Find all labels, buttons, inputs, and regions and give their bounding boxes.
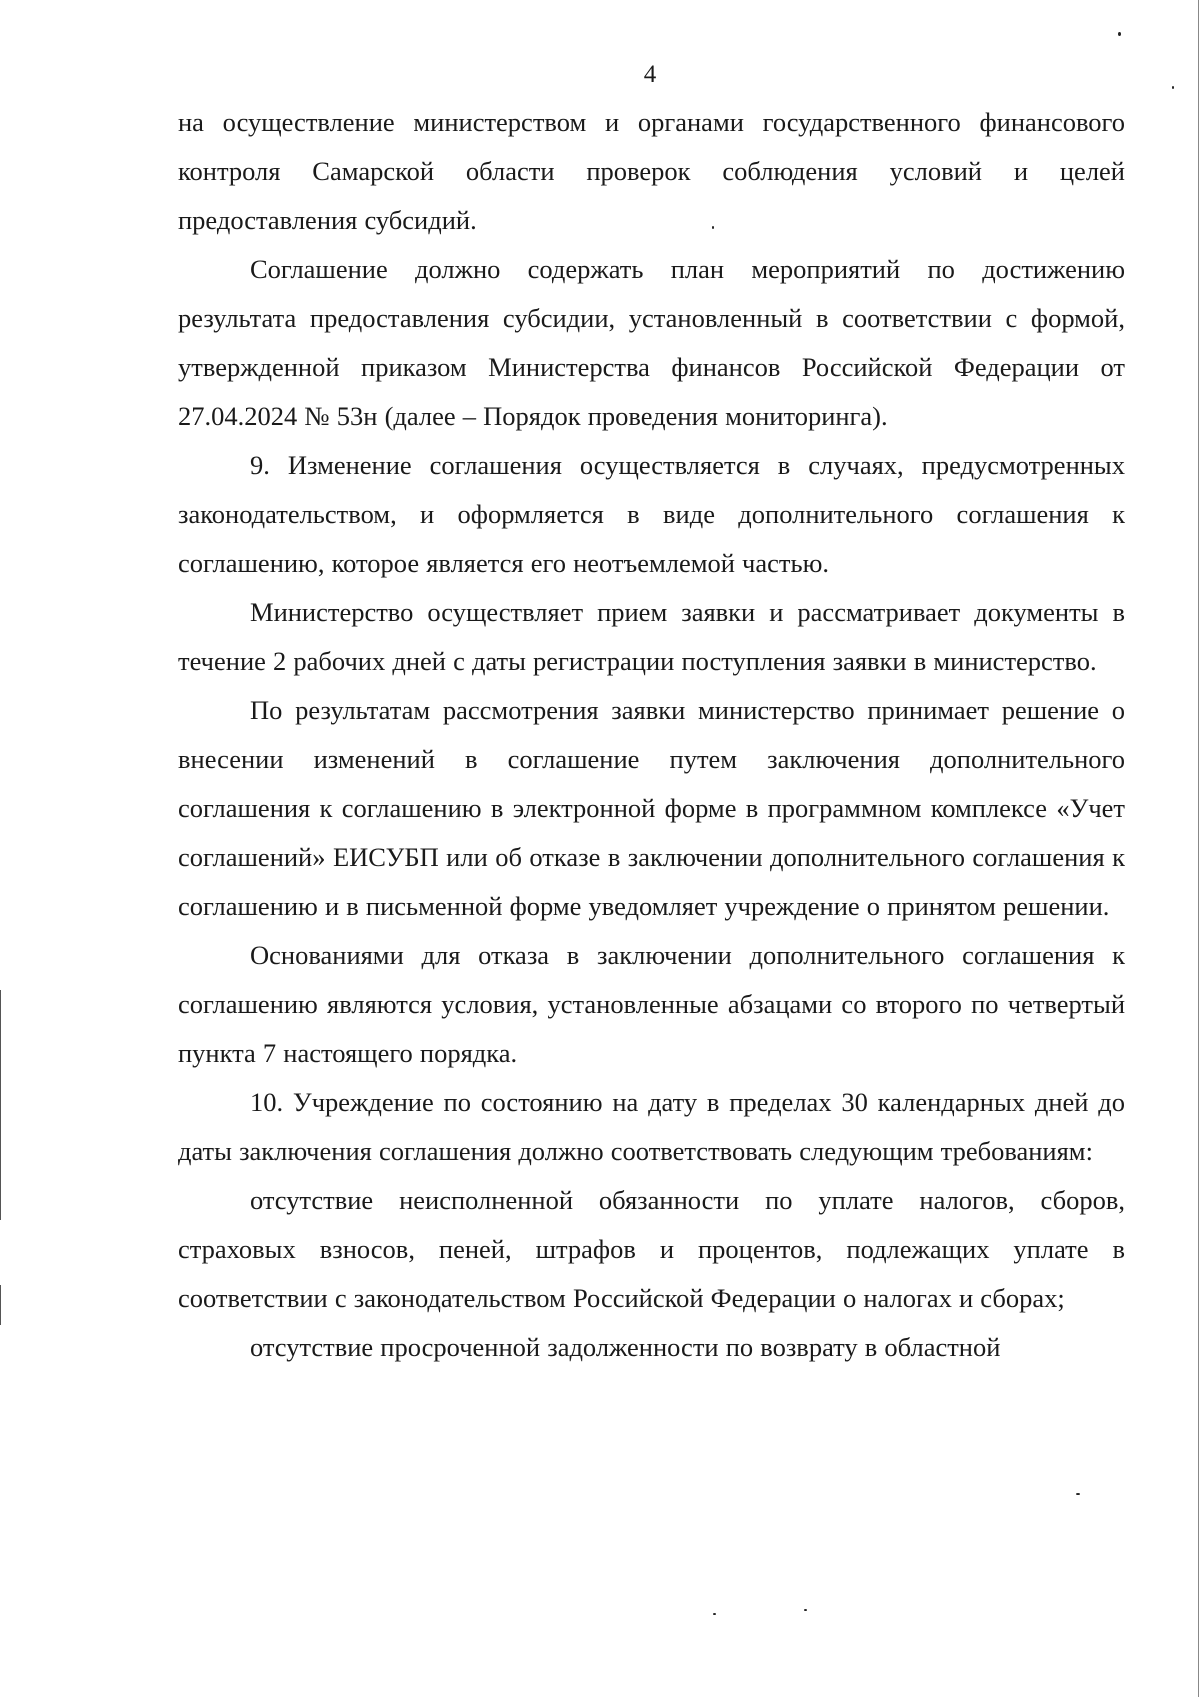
paragraph: на осуществление министерством и органами государственного финансового контроля Самарской области проверок соблюдения условий и целей предоставления субсидий. <box>178 107 1125 235</box>
page-number: 4 <box>643 61 657 88</box>
paragraph: отсутствие просроченной задолженности по возврату в областной <box>250 1332 1001 1362</box>
scan-speck <box>712 226 714 229</box>
scan-speck <box>1172 86 1174 89</box>
scan-speck <box>713 1613 716 1615</box>
document-body <box>178 98 1125 1372</box>
scan-edge-mark <box>1198 0 1199 1697</box>
scan-speck <box>1118 32 1121 36</box>
scan-edge-mark <box>0 1285 1 1325</box>
paragraph: 9. Изменение соглашения осуществляется в случаях, предусмотренных законодательством, и оформляется в виде дополнительного соглашения к соглашению, которое является его неотъемлемой частью. <box>178 450 1125 578</box>
paragraph: Основаниями для отказа в заключении дополнительного соглашения к соглашению являются условия, установленные абзацами со второго по четвертый пункта 7 настоящего порядка. <box>178 940 1125 1068</box>
paragraph: 10. Учреждение по состоянию на дату в пределах 30 календарных дней до даты заключения соглашения должно соответствовать следующим требованиям: <box>178 1087 1125 1166</box>
paragraph: Соглашение должно содержать план мероприятий по достижению результата предоставления субсидии, установленный в соответствии с формой, утвержденной приказом Министерства финансов Российской Федерации от 27.04.2024 № 53н (далее – Порядок проведения мониторинга). <box>178 254 1125 431</box>
paragraph: Министерство осуществляет прием заявки и рассматривает документы в течение 2 рабочих дней с даты регистрации поступления заявки в министерство. <box>178 597 1125 676</box>
scan-speck <box>804 1609 807 1611</box>
paragraph: отсутствие неисполненной обязанности по уплате налогов, сборов, страховых взносов, пеней, штрафов и процентов, подлежащих уплате в соответствии с законодательством Российской Федерации о налогах и сборах; <box>178 1185 1125 1313</box>
paragraph: По результатам рассмотрения заявки министерство принимает решение о внесении изменений в соглашение путем заключения дополнительного соглашения к соглашению в электронной форме в программном комплексе «Учет соглашений» ЕИСУБП или об отказе в заключении дополнительного соглашения к соглашению и в письменной форме уведомляет учреждение о принятом решении. <box>178 695 1125 921</box>
scan-speck <box>1076 1493 1080 1495</box>
scan-edge-mark <box>0 990 1 1220</box>
